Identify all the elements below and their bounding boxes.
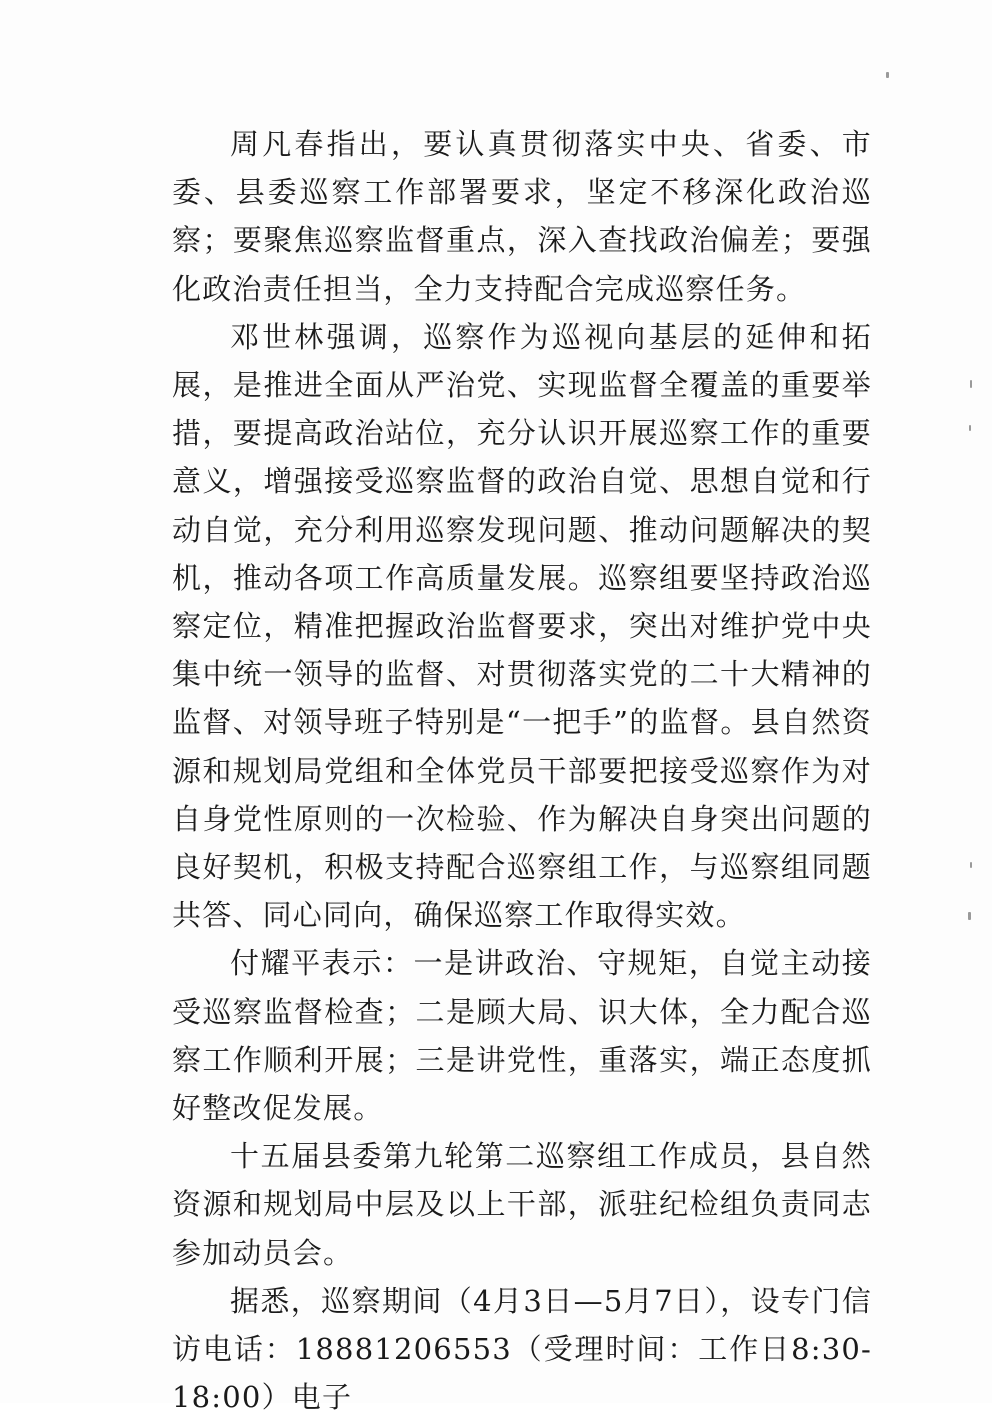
paragraph-fu-yaoping: 付耀平表示：一是讲政治、守规矩，自觉主动接受巡察监督检查；二是顾大局、识大体，全力配合巡察工作顺利开展；三是讲党性，重落实，端正态度抓好整改促发展。: [172, 946, 872, 1126]
scan-speck: [969, 425, 971, 431]
paragraph-attendees: 十五届县委第九轮第二巡察组工作成员，县自然资源和规划局中层及以上干部，派驻纪检组负责同志参加动员会。: [172, 1139, 872, 1270]
paragraph-zhou-fanchun: 周凡春指出，要认真贯彻落实中央、省委、市委、县委巡察工作部署要求，坚定不移深化政治巡察；要聚焦巡察监督重点，深入查找政治偏差；要强化政治责任担当，全力支持配合完成巡察任务。: [172, 127, 872, 306]
scan-speck: [970, 862, 972, 868]
paragraph-petition-info: 据悉，巡察期间（4月3日—5月7日），设专门信访电话：18881206553（受理时间：工作日8:30-18:00）电子: [172, 1283, 872, 1415]
document-body: [172, 120, 872, 1421]
scan-speck: [968, 912, 971, 920]
paragraph-deng-shilin: 邓世林强调，巡察作为巡视向基层的延伸和拓展，是推进全面从严治党、实现监督全覆盖的重要举措，要提高政治站位，充分认识开展巡察工作的重要意义，增强接受巡察监督的政治自觉、思想自觉和行动自觉，充分利用巡察发现问题、推动问题解决的契机，推动各项工作高质量发展。巡察组要坚持政治巡察定位，精准把握政治监督要求，突出对维护党中央集中统一领导的监督、对贯彻落实党的二十大精神的监督、对领导班子特别是“一把手”的监督。县自然资源和规划局党组和全体党员干部要把接受巡察作为对自身党性原则的一次检验、作为解决自身突出问题的良好契机，积极支持配合巡察组工作，与巡察组同题共答、同心同向，确保巡察工作取得实效。: [172, 319, 872, 933]
scan-speck: [970, 380, 972, 388]
scan-speck: [886, 72, 889, 78]
